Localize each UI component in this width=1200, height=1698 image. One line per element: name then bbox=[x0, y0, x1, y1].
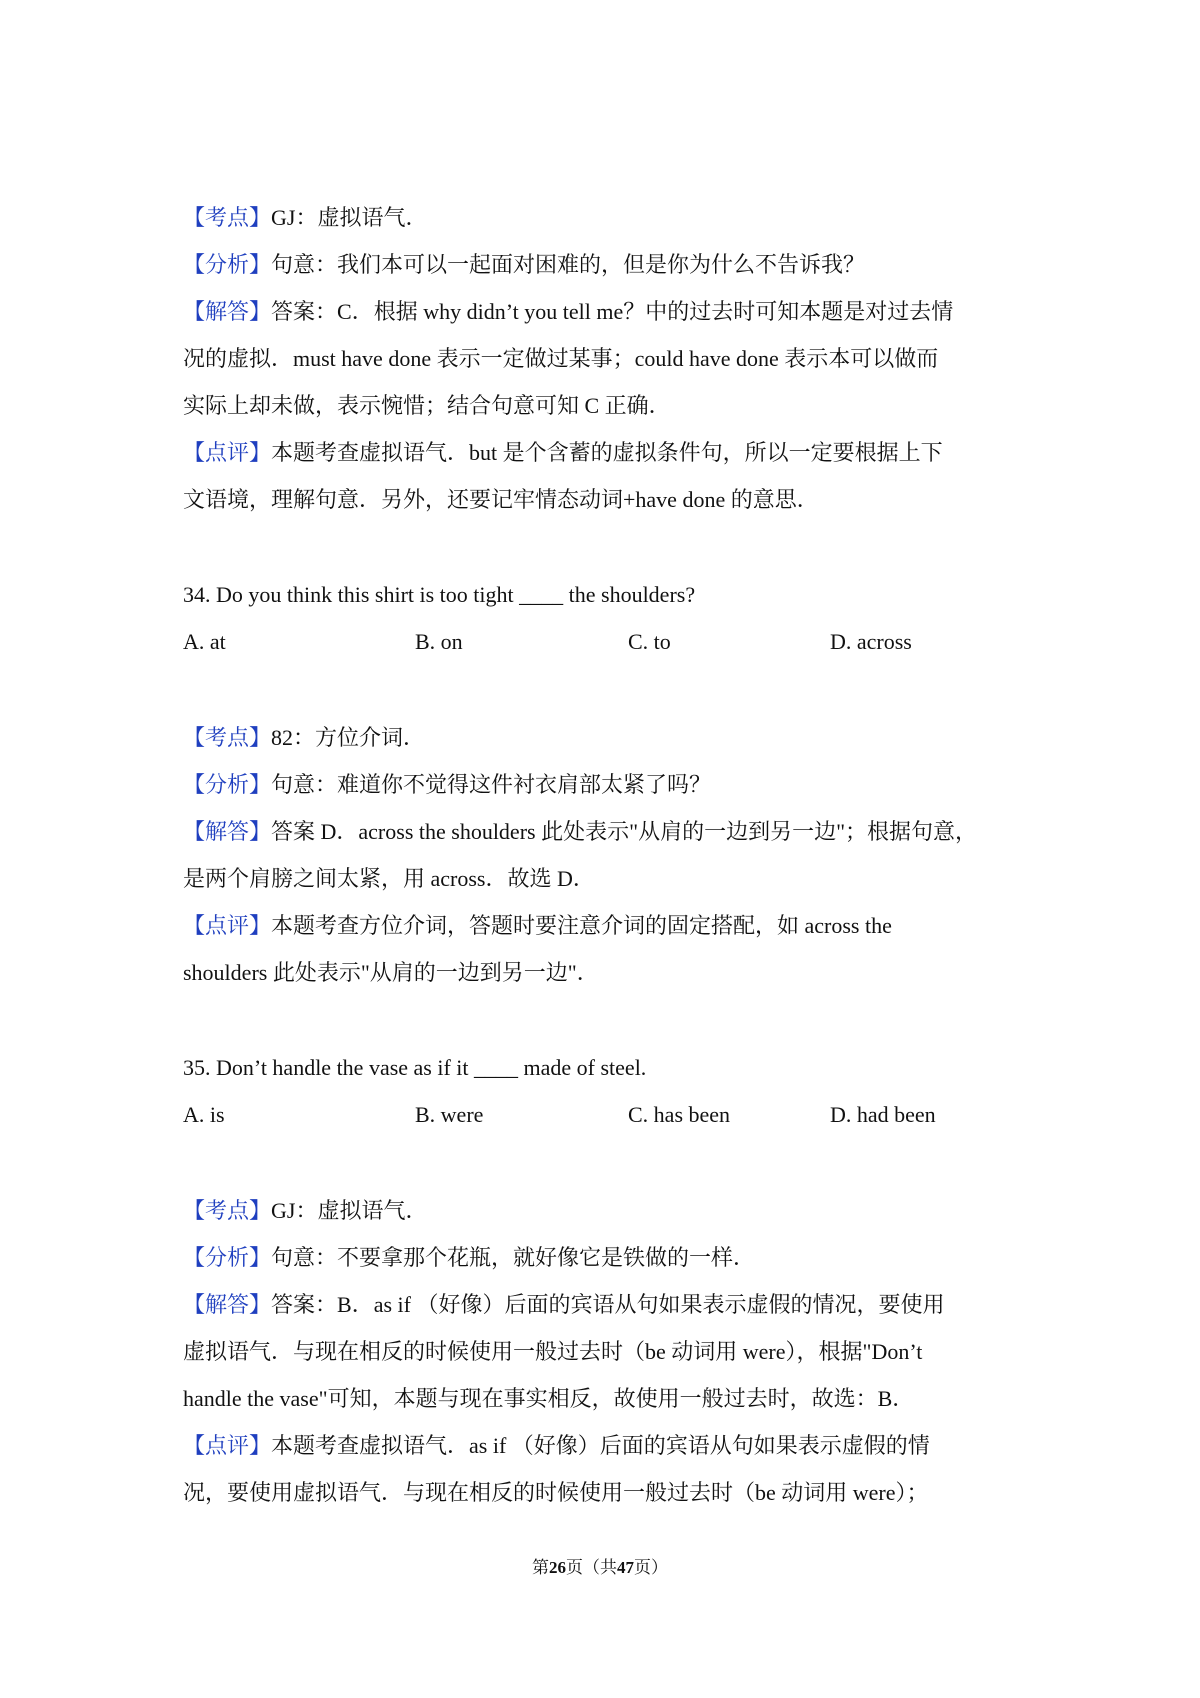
fenxi-line-34 bbox=[183, 770, 1028, 800]
jieda-tag: 【解答】 bbox=[183, 1292, 272, 1317]
dianping-line-35-1 bbox=[183, 1431, 1028, 1461]
option-35-d: D. had been bbox=[830, 1102, 936, 1127]
kaodian-tag: 【考点】 bbox=[183, 205, 272, 230]
kaodian-text: 82：方位介词． bbox=[271, 725, 426, 750]
jieda-tag: 【解答】 bbox=[183, 819, 272, 844]
option-34-b: B. on bbox=[415, 629, 463, 654]
dianping-line-35-2: 况，要使用虚拟语气．与现在相反的时候使用一般过去时（be 动词用 were）； bbox=[183, 1480, 929, 1505]
jieda-text: 答案：B．as if （好像）后面的宾语从句如果表示虚假的情况，要使用 bbox=[271, 1292, 945, 1317]
jieda-tag: 【解答】 bbox=[183, 299, 272, 324]
footer-page-number: 26 bbox=[549, 1558, 566, 1577]
fenxi-line-35 bbox=[183, 1243, 1028, 1273]
kaodian-line-35 bbox=[183, 1196, 1028, 1226]
jieda-line-35-3: handle the vase"可知，本题与现在事实相反，故使用一般过去时，故选：B． bbox=[183, 1386, 915, 1411]
jieda-line-34-2: 是两个肩膀之间太紧，用 across．故选 D． bbox=[183, 866, 595, 891]
jieda-text: 答案：C．根据 why didn’t you tell me？中的过去时可知本题是对过去情 bbox=[271, 299, 954, 324]
fenxi-text: 句意：我们本可以一起面对困难的，但是你为什么不告诉我？ bbox=[271, 252, 866, 277]
dianping-line-34-1 bbox=[183, 911, 1028, 941]
kaodian-text: GJ：虚拟语气． bbox=[271, 205, 428, 230]
footer-suffix: 页） bbox=[634, 1558, 668, 1577]
dianping-line-33-2: 文语境，理解句意．另外，还要记牢情态动词+have done 的意思． bbox=[183, 487, 819, 512]
kaodian-tag: 【考点】 bbox=[183, 1198, 272, 1223]
dianping-text: 本题考查虚拟语气．as if （好像）后面的宾语从句如果表示虚假的情 bbox=[271, 1433, 930, 1458]
kaodian-text: GJ：虚拟语气． bbox=[271, 1198, 428, 1223]
option-35-b: B. were bbox=[415, 1102, 484, 1127]
footer-prefix: 第 bbox=[532, 1558, 549, 1577]
fenxi-tag: 【分析】 bbox=[183, 1245, 272, 1270]
fenxi-tag: 【分析】 bbox=[183, 252, 272, 277]
jieda-line-35-1 bbox=[183, 1290, 1028, 1320]
option-35-c: C. has been bbox=[628, 1102, 731, 1127]
fenxi-tag: 【分析】 bbox=[183, 772, 272, 797]
jieda-line-33-3: 实际上却未做，表示惋惜；结合句意可知 C 正确． bbox=[183, 393, 671, 418]
kaodian-line-34 bbox=[183, 723, 1028, 753]
option-34-a: A. at bbox=[183, 629, 226, 654]
option-35-a: A. is bbox=[183, 1102, 225, 1127]
jieda-text: 答案 D．across the shoulders 此处表示"从肩的一边到另一边"；根据句意， bbox=[271, 819, 978, 844]
footer-middle: 页（共 bbox=[566, 1558, 617, 1577]
dianping-tag: 【点评】 bbox=[183, 1433, 272, 1458]
dianping-tag: 【点评】 bbox=[183, 913, 272, 938]
jieda-line-34-1 bbox=[183, 817, 1028, 847]
question-35: 35. Don’t handle the vase as if it ____ made of steel. bbox=[183, 1055, 647, 1080]
fenxi-text: 句意：不要拿那个花瓶，就好像它是铁做的一样． bbox=[271, 1245, 756, 1270]
jieda-line-33-1 bbox=[183, 297, 1028, 327]
option-34-c: C. to bbox=[628, 629, 671, 654]
dianping-text: 本题考查方位介词，答题时要注意介词的固定搭配，如 across the bbox=[271, 913, 892, 938]
dianping-tag: 【点评】 bbox=[183, 440, 272, 465]
fenxi-line-33 bbox=[183, 250, 1028, 280]
fenxi-text: 句意：难道你不觉得这件衬衣肩部太紧了吗？ bbox=[271, 772, 712, 797]
footer-total-pages: 47 bbox=[617, 1558, 634, 1577]
jieda-line-33-2: 况的虚拟．must have done 表示一定做过某事；could have done 表示本可以做而 bbox=[183, 346, 939, 371]
page-footer bbox=[0, 1556, 1200, 1580]
question-34: 34. Do you think this shirt is too tight ____ the shoulders? bbox=[183, 582, 696, 607]
option-34-d: D. across bbox=[830, 629, 912, 654]
kaodian-line-33 bbox=[183, 203, 1028, 233]
dianping-line-33-1 bbox=[183, 438, 1028, 468]
dianping-line-34-2: shoulders 此处表示"从肩的一边到另一边"． bbox=[183, 960, 599, 985]
kaodian-tag: 【考点】 bbox=[183, 725, 272, 750]
jieda-line-35-2: 虚拟语气．与现在相反的时候使用一般过去时（be 动词用 were），根据"Don’t bbox=[183, 1339, 923, 1364]
dianping-text: 本题考查虚拟语气．but 是个含蓄的虚拟条件句，所以一定要根据上下 bbox=[271, 440, 943, 465]
